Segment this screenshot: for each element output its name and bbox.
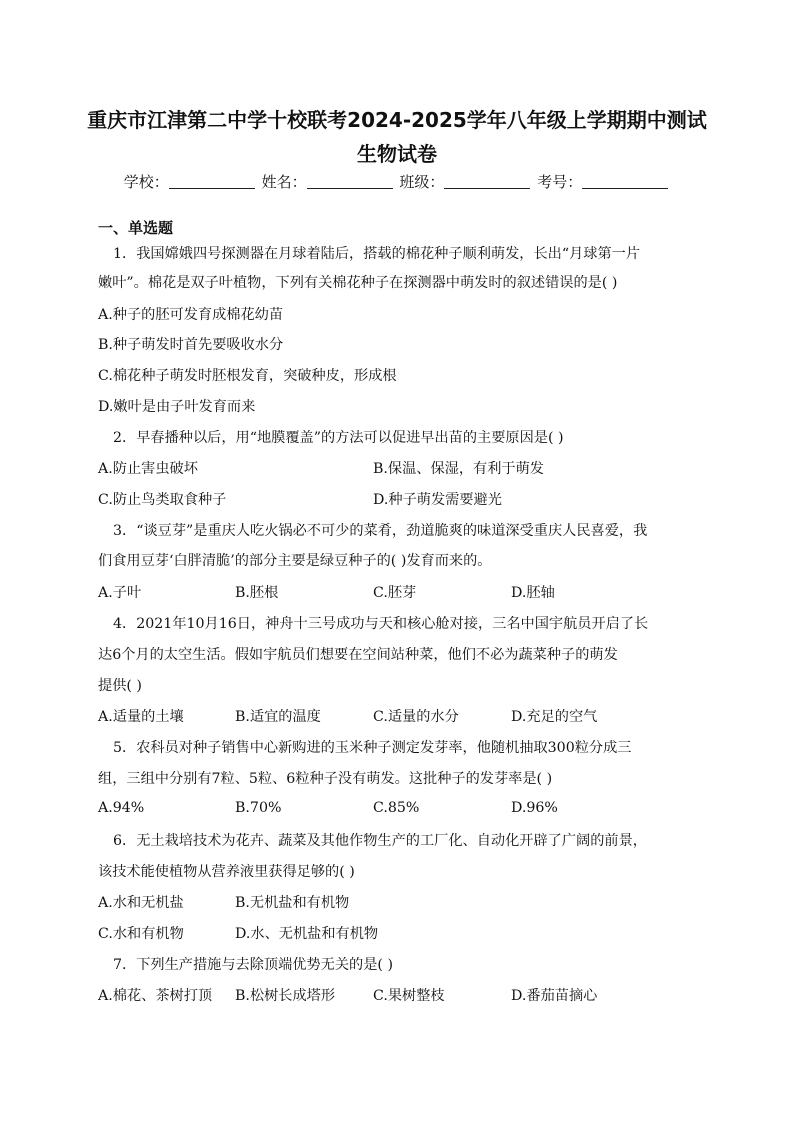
q4-line2: 达6个月的太空生活。假如宇航员们想要在空间站种菜，他们不必为蔬菜种子的萌发	[98, 647, 618, 663]
q3-option-b: B.胚根	[235, 585, 279, 601]
q2-option-b: B.保温、保湿，有利于萌发	[373, 461, 544, 477]
q4-option-a: A.适量的土壤	[98, 709, 184, 725]
q6-option-c: C.水和有机物	[98, 926, 184, 942]
q4-option-c: C.适量的水分	[373, 709, 459, 725]
q6-option-d: D.水、无机盐和有机物	[235, 926, 379, 942]
q1-option-c: C.棉花种子萌发时胚根发育，突破种皮，形成根	[98, 368, 397, 384]
q4-line3: 提供( )	[98, 678, 142, 694]
school-blank	[169, 174, 255, 189]
q1-option-d: D.嫩叶是由子叶发育而来	[98, 399, 256, 415]
name-label: 姓名：	[261, 173, 307, 191]
q6-line2: 该技术能使植物从营养液里获得足够的( )	[98, 864, 355, 880]
q1-option-b: B.种子萌发时首先要吸收水分	[98, 337, 284, 353]
q1-option-a: A.种子的胚可发育成棉花幼苗	[98, 307, 284, 323]
q5-option-d: D.96%	[511, 800, 558, 816]
exam-title-line1: 重庆市江津第二中学十校联考2024-2025学年八年级上学期期中测试	[87, 108, 707, 132]
q1-line1: 1．我国嫦娥四号探测器在月球着陆后，搭载的棉花种子顺利萌发，长出“月球第一片	[113, 246, 641, 262]
q7-line1: 7．下列生产措施与去除顶端优势无关的是( )	[113, 957, 393, 973]
q1-line2: 嫩叶”。棉花是双子叶植物，下列有关棉花种子在探测器中萌发时的叙述错误的是( )	[98, 275, 618, 291]
q6-line1: 6．无土栽培技术为花卉、蔬菜及其他作物生产的工厂化、自动化开辟了广阔的前景，	[113, 833, 647, 849]
q4-option-d: D.充足的空气	[511, 709, 598, 725]
q3-option-a: A.子叶	[98, 585, 142, 601]
q5-line1: 5．农科员对种子销售中心新购进的玉米种子测定发芽率，他随机抽取300粒分成三	[113, 740, 632, 756]
q4-option-b: B.适宜的温度	[235, 709, 321, 725]
q4-line1: 4．2021年10月16日，神舟十三号成功与天和核心舱对接，三名中国宇航员开启了长	[113, 616, 649, 632]
exam-number-blank	[582, 174, 668, 189]
q3-line1: 3．“谈豆芽”是重庆人吃火锅必不可少的菜肴，劲道脆爽的味道深受重庆人民喜爱，我	[113, 523, 648, 539]
q3-option-c: C.胚芽	[373, 585, 417, 601]
student-info-row	[0, 171, 794, 192]
q7-option-d: D.番茄苗摘心	[511, 988, 598, 1004]
q5-line2: 组，三组中分别有7粒、5粒、6粒种子没有萌发。这批种子的发芽率是( )	[98, 771, 553, 787]
exam-number-label: 考号：	[537, 173, 583, 191]
q3-line2: 们食用豆芽‘白胖清脆’的部分主要是绿豆种子的( )发育而来的。	[98, 553, 492, 569]
q2-option-c: C.防止鸟类取食种子	[98, 492, 227, 508]
class-label: 班级：	[399, 173, 445, 191]
q2-option-a: A.防止害虫破坏	[98, 461, 198, 477]
q5-option-a: A.94%	[98, 800, 145, 816]
q7-option-b: B.松树长成塔形	[235, 988, 336, 1004]
exam-title-line2: 生物试卷	[357, 142, 437, 166]
school-label: 学校：	[123, 173, 169, 191]
q5-option-b: B.70%	[235, 800, 282, 816]
q6-option-b: B.无机盐和有机物	[235, 895, 350, 911]
section-title: 一、单选题	[98, 219, 174, 237]
q6-option-a: A.水和无机盐	[98, 895, 184, 911]
q7-option-a: A.棉花、茶树打顶	[98, 988, 213, 1004]
name-blank	[307, 174, 393, 189]
q7-option-c: C.果树整枝	[373, 988, 445, 1004]
q3-option-d: D.胚轴	[511, 585, 555, 601]
q2-line1: 2．早春播种以后，用“地膜覆盖”的方法可以促进早出苗的主要原因是( )	[113, 430, 564, 446]
class-blank	[444, 174, 530, 189]
q5-option-c: C.85%	[373, 800, 420, 816]
q2-option-d: D.种子萌发需要避光	[373, 492, 502, 508]
